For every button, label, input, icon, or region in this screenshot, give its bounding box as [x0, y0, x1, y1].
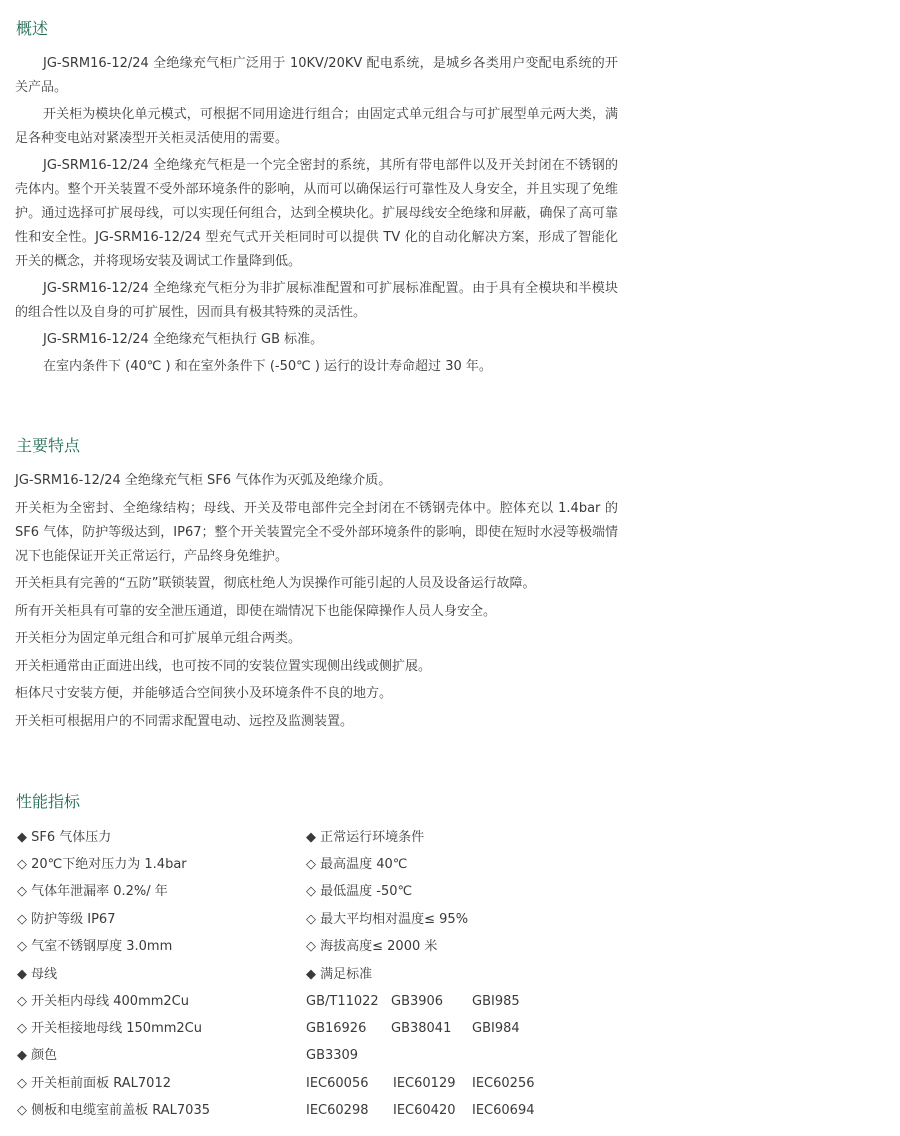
spec-left-item: ◆ 颜色: [17, 1048, 58, 1063]
feature-item: 所有开关柜具有可靠的安全泄压通道，即使在端情况下也能保障操作人员人身安全。: [15, 603, 497, 619]
feature-item: 开关柜通常由正面进出线，也可按不同的安装位置实现侧出线或侧扩展。: [15, 658, 432, 674]
overview-body: [15, 52, 618, 382]
overview-paragraph: JG-SRM16-12/24 全绝缘充气柜是一个完全密封的系统，其所有带电部件以及开关封闭在不锈钢的壳体内。整个开关装置不受外部环境条件的影响，从而可以确保运行可靠性及人身安全，并且实现了免维护。通过选择可扩展母线，可以实现任何组合，达到全模块化。扩展母线安全绝缘和屏蔽，确保了高可靠性和安全性。JG-SRM16-12/24 型充气式开关柜同时可以提供 TV 化的自动化解决方案，形成了智能化开关的概念，并将现场安装及调试工作量降到低。: [15, 158, 618, 269]
features-list: [15, 469, 618, 737]
feature-item: 开关柜为全密封、全绝缘结构；母线、开关及带电部件完全封闭在不锈钢壳体中。腔体充以 1.4bar 的 SF6 气体，防护等级达到，IP67；整个开关装置完全不受外部环境条件的影响，即使在短时水浸等极端情况下也能保证开关正常运行，产品终身免维护。: [15, 500, 618, 564]
standard-code: GBI985: [472, 994, 520, 1009]
spec-right-item: ◇ 最低温度 -50℃: [306, 884, 413, 899]
standard-code: GB38041: [391, 1021, 452, 1036]
overview-paragraph: 在室内条件下 (40℃ ) 和在室外条件下 (-50℃ ) 运行的设计寿命超过 30 年。: [43, 359, 492, 374]
feature-item: 开关柜分为固定单元组合和可扩展单元组合两类。: [15, 631, 302, 646]
overview-title: 概述: [16, 19, 49, 38]
standard-code: GB/T11022: [306, 994, 379, 1009]
standard-code: GB3309: [306, 1048, 359, 1063]
standard-code: IEC60129: [393, 1076, 456, 1091]
standard-code: GBI984: [472, 1021, 520, 1036]
spec-right-item: ◆ 满足标准: [306, 967, 373, 982]
spec-left-item: ◇ 开关柜接地母线 150mm2Cu: [17, 1021, 202, 1036]
standard-code: GB16926: [306, 1021, 367, 1036]
spec-left-item: ◇ 防护等级 IP67: [17, 912, 116, 927]
standard-code: IEC60694: [472, 1103, 535, 1118]
spec-left-item: ◆ SF6 气体压力: [17, 830, 112, 845]
spec-right-item: ◆ 正常运行环境条件: [306, 830, 425, 845]
spec-right-item: ◇ 最高温度 40℃: [306, 857, 408, 872]
spec-left-item: ◇ 侧板和电缆室前盖板 RAL7035: [17, 1103, 210, 1118]
spec-left-item: ◇ 20℃下绝对压力为 1.4bar: [17, 857, 187, 872]
spec-left-item: ◇ 开关柜内母线 400mm2Cu: [17, 994, 189, 1009]
standard-code: IEC60056: [306, 1076, 369, 1091]
spec-left-item: ◇ 气体年泄漏率 0.2%/ 年: [17, 884, 168, 899]
spec-right-item: ◇ 海拔高度≤ 2000 米: [306, 939, 438, 954]
spec-left-item: ◇ 气室不锈钢厚度 3.0mm: [17, 939, 173, 954]
overview-paragraph: JG-SRM16-12/24 全绝缘充气柜广泛用于 10KV/20KV 配电系统，是城乡各类用户变配电系统的开关产品。: [15, 56, 618, 95]
features-title: 主要特点: [16, 436, 81, 455]
performance-title: 性能指标: [16, 792, 81, 811]
overview-paragraph: JG-SRM16-12/24 全绝缘充气柜分为非扩展标准配置和可扩展标准配置。由于具有全模块和半模块的组合性以及自身的可扩展性，因而具有极其特殊的灵活性。: [15, 281, 618, 320]
standard-code: IEC60256: [472, 1076, 535, 1091]
feature-item: 柜体尺寸安装方便，并能够适合空间狭小及环境条件不良的地方。: [15, 686, 393, 701]
spec-left-item: ◇ 开关柜前面板 RAL7012: [17, 1076, 171, 1091]
feature-item: 开关柜具有完善的“五防”联锁装置，彻底杜绝人为误操作可能引起的人员及设备运行故障。: [15, 576, 536, 591]
spec-right-item: ◇ 最大平均相对温度≤ 95%: [306, 912, 469, 927]
feature-item: JG-SRM16-12/24 全绝缘充气柜 SF6 气体作为灭弧及绝缘介质。: [15, 473, 392, 488]
feature-item: 开关柜可根据用户的不同需求配置电动、远控及监测装置。: [15, 713, 354, 729]
overview-paragraph: JG-SRM16-12/24 全绝缘充气柜执行 GB 标准。: [43, 332, 324, 347]
spec-left-item: ◆ 母线: [17, 967, 58, 982]
standard-code: IEC60298: [306, 1103, 369, 1118]
standard-code: GB3906: [391, 994, 444, 1009]
overview-paragraph: 开关柜为模块化单元模式，可根据不同用途进行组合；由固定式单元组合与可扩展型单元两大类，满足各种变电站对紧凑型开关柜灵活使用的需要。: [15, 107, 618, 146]
standard-code: IEC60420: [393, 1103, 456, 1118]
